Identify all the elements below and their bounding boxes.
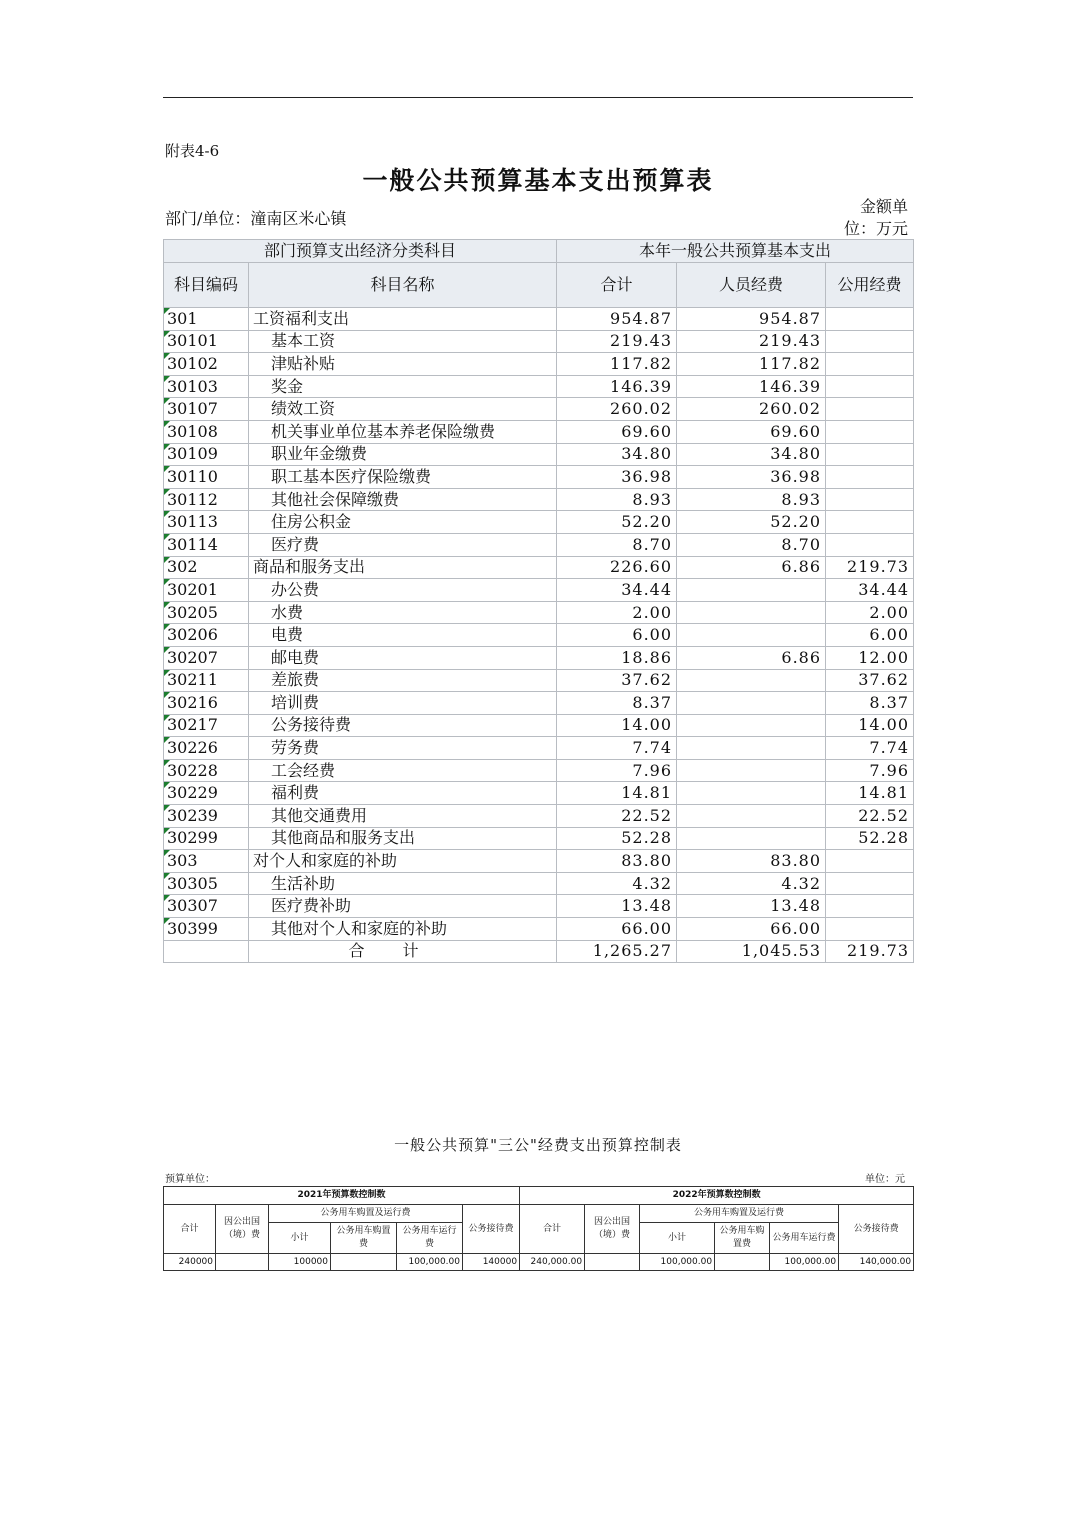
cell-marker-icon — [164, 331, 170, 337]
cell-marker-icon — [164, 850, 170, 856]
table-row — [164, 601, 914, 624]
table-row — [164, 624, 914, 647]
total-label: 合计 — [249, 940, 557, 963]
cell-2021-total: 240000 — [164, 1254, 216, 1271]
cell-total: 6.00 — [557, 624, 677, 647]
cell-personnel — [677, 579, 826, 602]
cell-personnel — [677, 782, 826, 805]
cell-code — [164, 895, 249, 918]
cell-marker-icon — [164, 398, 170, 404]
code-text: 30211 — [167, 670, 218, 690]
cell-personnel: 6.86 — [677, 646, 826, 669]
cell-code — [164, 511, 249, 534]
cell-marker-icon — [164, 534, 170, 540]
cell-total: 226.60 — [557, 556, 677, 579]
cell-marker-icon — [164, 918, 170, 924]
cell-total: 260.02 — [557, 398, 677, 421]
code-text: 30107 — [167, 399, 218, 419]
cell-name: 职工基本医疗保险缴费 — [249, 466, 557, 489]
cell-personnel — [677, 737, 826, 760]
cell-name: 对个人和家庭的补助 — [249, 850, 557, 873]
column-header-public: 公用经费 — [826, 263, 914, 308]
cell-code — [164, 782, 249, 805]
table-row — [164, 850, 914, 873]
cell-2022-purchase — [715, 1254, 770, 1271]
cell-name: 公务接待费 — [249, 714, 557, 737]
code-text: 302 — [167, 557, 198, 577]
table-group-header — [164, 240, 914, 263]
table-row — [164, 330, 914, 353]
cell-personnel: 4.32 — [677, 872, 826, 895]
code-text: 30228 — [167, 760, 218, 780]
header-2022-abroad: 因公出国（境）费 — [585, 1205, 640, 1254]
cell-code — [164, 353, 249, 376]
cell-name: 奖金 — [249, 375, 557, 398]
header-rule — [163, 97, 913, 98]
table-row — [164, 895, 914, 918]
code-text: 303 — [167, 851, 198, 871]
cell-code — [164, 601, 249, 624]
table-row — [164, 714, 914, 737]
table-row — [164, 1254, 914, 1271]
cell-name: 差旅费 — [249, 669, 557, 692]
header-2022-total: 合计 — [520, 1205, 585, 1254]
cell-name: 生活补助 — [249, 872, 557, 895]
table-row — [164, 782, 914, 805]
cell-marker-icon — [164, 624, 170, 630]
cell-total: 66.00 — [557, 918, 677, 941]
header-2021-abroad: 因公出国（境）费 — [216, 1205, 269, 1254]
cell-2021-subtotal: 100000 — [269, 1254, 331, 1271]
cell-name: 劳务费 — [249, 737, 557, 760]
cell-total: 83.80 — [557, 850, 677, 873]
code-text: 30299 — [167, 828, 218, 848]
cell-code — [164, 872, 249, 895]
cell-code — [164, 533, 249, 556]
three-public-table — [163, 1186, 914, 1271]
currency-unit-label: 单位：元 — [865, 1174, 905, 1185]
cell-marker-icon — [164, 692, 170, 698]
cell-marker-icon — [164, 376, 170, 382]
cell-code — [164, 398, 249, 421]
cell-marker-icon — [164, 421, 170, 427]
header-2021-vehicle: 公务用车购置及运行费 — [269, 1205, 463, 1223]
cell-total: 8.37 — [557, 692, 677, 715]
cell-marker-icon — [164, 557, 170, 563]
cell-name: 其他社会保障缴费 — [249, 488, 557, 511]
cell-name: 福利费 — [249, 782, 557, 805]
table-row — [164, 511, 914, 534]
cell-public — [826, 375, 914, 398]
cell-public: 219.73 — [826, 556, 914, 579]
header-2022-subtotal: 小计 — [640, 1223, 715, 1254]
header-2021-total: 合计 — [164, 1205, 216, 1254]
cell-code — [164, 308, 249, 331]
cell-public: 34.44 — [826, 579, 914, 602]
cell-public: 2.00 — [826, 601, 914, 624]
group-header-left: 部门预算支出经济分类科目 — [164, 240, 557, 263]
cell-code — [164, 624, 249, 647]
cell-marker-icon — [164, 511, 170, 517]
table-row — [164, 827, 914, 850]
header-2021-operation: 公务用车运行费 — [397, 1223, 463, 1254]
cell-public — [826, 850, 914, 873]
department-label: 部门/单位：潼南区米心镇 — [165, 209, 347, 228]
cell-code — [164, 669, 249, 692]
cell-total: 52.20 — [557, 511, 677, 534]
cell-public — [826, 353, 914, 376]
table-row — [164, 398, 914, 421]
table-row — [164, 533, 914, 556]
group-2021: 2021年预算数控制数 — [164, 1187, 520, 1205]
cell-2022-reception: 140,000.00 — [839, 1254, 914, 1271]
cell-name: 工会经费 — [249, 759, 557, 782]
cell-public: 8.37 — [826, 692, 914, 715]
code-text: 30226 — [167, 738, 218, 758]
cell-2021-abroad — [216, 1254, 269, 1271]
header-2021-purchase: 公务用车购置费 — [331, 1223, 397, 1254]
cell-name: 其他交通费用 — [249, 805, 557, 828]
cell-personnel — [677, 759, 826, 782]
cell-marker-icon — [164, 715, 170, 721]
total-public: 219.73 — [826, 940, 914, 963]
cell-total: 18.86 — [557, 646, 677, 669]
cell-total: 13.48 — [557, 895, 677, 918]
cell-name: 电费 — [249, 624, 557, 647]
group-2022: 2022年预算数控制数 — [520, 1187, 914, 1205]
cell-code — [164, 850, 249, 873]
cell-personnel: 36.98 — [677, 466, 826, 489]
cell-code — [164, 579, 249, 602]
cell-public — [826, 420, 914, 443]
cell-public: 14.81 — [826, 782, 914, 805]
cell-code — [164, 488, 249, 511]
code-text: 30102 — [167, 353, 218, 373]
cell-name: 机关事业单位基本养老保险缴费 — [249, 420, 557, 443]
cell-total: 117.82 — [557, 353, 677, 376]
cell-public — [826, 872, 914, 895]
cell-code — [164, 330, 249, 353]
cell-personnel — [677, 601, 826, 624]
cell-personnel: 8.93 — [677, 488, 826, 511]
cell-name: 其他对个人和家庭的补助 — [249, 918, 557, 941]
cell-personnel: 34.80 — [677, 443, 826, 466]
cell-personnel: 69.60 — [677, 420, 826, 443]
cell-marker-icon — [164, 782, 170, 788]
cell-total: 14.81 — [557, 782, 677, 805]
cell-public: 12.00 — [826, 646, 914, 669]
cell-total: 2.00 — [557, 601, 677, 624]
cell-code — [164, 737, 249, 760]
cell-2022-operation: 100,000.00 — [770, 1254, 839, 1271]
table-row — [164, 420, 914, 443]
code-text: 30239 — [167, 805, 218, 825]
cell-marker-icon — [164, 579, 170, 585]
cell-total: 8.93 — [557, 488, 677, 511]
header-2021-reception: 公务接待费 — [463, 1205, 520, 1254]
cell-name: 津贴补贴 — [249, 353, 557, 376]
cell-personnel: 146.39 — [677, 375, 826, 398]
cell-personnel — [677, 669, 826, 692]
cell-marker-icon — [164, 353, 170, 359]
code-text: 30399 — [167, 918, 218, 938]
cell-marker-icon — [164, 895, 170, 901]
cell-total: 146.39 — [557, 375, 677, 398]
header-2022-reception: 公务接待费 — [839, 1205, 914, 1254]
column-header-total: 合计 — [557, 263, 677, 308]
cell-marker-icon — [164, 737, 170, 743]
header-2021-subtotal: 小计 — [269, 1223, 331, 1254]
code-text: 30109 — [167, 444, 218, 464]
cell-marker-icon — [164, 444, 170, 450]
cell-personnel: 260.02 — [677, 398, 826, 421]
cell-personnel: 117.82 — [677, 353, 826, 376]
header-2022-operation: 公务用车运行费 — [770, 1223, 839, 1254]
table-column-header — [164, 263, 914, 308]
cell-name: 住房公积金 — [249, 511, 557, 534]
cell-total: 37.62 — [557, 669, 677, 692]
total-sum: 1,265.27 — [557, 940, 677, 963]
header-2022-vehicle: 公务用车购置及运行费 — [640, 1205, 839, 1223]
cell-public — [826, 511, 914, 534]
cell-name: 其他商品和服务支出 — [249, 827, 557, 850]
code-text: 30205 — [167, 602, 218, 622]
cell-2022-subtotal: 100,000.00 — [640, 1254, 715, 1271]
column-header-personnel: 人员经费 — [677, 263, 826, 308]
cell-marker-icon — [164, 805, 170, 811]
cell-code — [164, 466, 249, 489]
cell-public — [826, 443, 914, 466]
table-row — [164, 556, 914, 579]
cell-code — [164, 556, 249, 579]
cell-personnel: 66.00 — [677, 918, 826, 941]
code-text: 30108 — [167, 421, 218, 441]
cell-name: 医疗费 — [249, 533, 557, 556]
table-row — [164, 669, 914, 692]
group-header-right: 本年一般公共预算基本支出 — [557, 240, 914, 263]
cell-name: 邮电费 — [249, 646, 557, 669]
cell-marker-icon — [164, 873, 170, 879]
table-row — [164, 466, 914, 489]
cell-2021-operation: 100,000.00 — [397, 1254, 463, 1271]
table-row — [164, 737, 914, 760]
cell-total: 34.44 — [557, 579, 677, 602]
cell-total: 22.52 — [557, 805, 677, 828]
annex-label: 附表4-6 — [165, 142, 220, 160]
cell-public: 22.52 — [826, 805, 914, 828]
table-row — [164, 646, 914, 669]
code-text: 30307 — [167, 896, 218, 916]
code-text: 30103 — [167, 376, 218, 396]
table-row — [164, 375, 914, 398]
cell-personnel: 83.80 — [677, 850, 826, 873]
cell-2021-purchase — [331, 1254, 397, 1271]
table-row — [164, 488, 914, 511]
cell-marker-icon — [164, 670, 170, 676]
code-text: 30112 — [167, 489, 218, 509]
cell-public — [826, 918, 914, 941]
cell-public: 37.62 — [826, 669, 914, 692]
cell-personnel: 6.86 — [677, 556, 826, 579]
cell-code — [164, 375, 249, 398]
cell-personnel — [677, 624, 826, 647]
code-text: 30101 — [167, 331, 218, 351]
cell-total: 8.70 — [557, 533, 677, 556]
table-row — [164, 759, 914, 782]
cell-personnel: 52.20 — [677, 511, 826, 534]
cell-personnel — [677, 714, 826, 737]
table-row — [164, 692, 914, 715]
code-text: 301 — [167, 308, 198, 328]
cell-public — [826, 398, 914, 421]
cell-2021-reception: 140000 — [463, 1254, 520, 1271]
code-text: 30207 — [167, 647, 218, 667]
cell-total: 219.43 — [557, 330, 677, 353]
cell-2022-abroad — [585, 1254, 640, 1271]
total-personnel: 1,045.53 — [677, 940, 826, 963]
table-row — [164, 918, 914, 941]
cell-public — [826, 488, 914, 511]
cell-personnel — [677, 805, 826, 828]
cell-marker-icon — [164, 466, 170, 472]
cell-name: 培训费 — [249, 692, 557, 715]
cell-name: 基本工资 — [249, 330, 557, 353]
code-text: 30305 — [167, 873, 218, 893]
cell-name: 工资福利支出 — [249, 308, 557, 331]
cell-public: 7.74 — [826, 737, 914, 760]
code-text: 30206 — [167, 625, 218, 645]
cell-personnel — [677, 827, 826, 850]
code-text: 30229 — [167, 783, 218, 803]
cell-marker-icon — [164, 828, 170, 834]
cell-name: 水费 — [249, 601, 557, 624]
cell-name: 医疗费补助 — [249, 895, 557, 918]
cell-personnel: 13.48 — [677, 895, 826, 918]
cell-name: 职业年金缴费 — [249, 443, 557, 466]
cell-name: 商品和服务支出 — [249, 556, 557, 579]
cell-public: 14.00 — [826, 714, 914, 737]
table-row — [164, 443, 914, 466]
cell-code — [164, 443, 249, 466]
three-public-title: 一般公共预算"三公"经费支出预算控制表 — [394, 1136, 682, 1154]
cell-marker-icon — [164, 647, 170, 653]
cell-public: 52.28 — [826, 827, 914, 850]
cell-2022-total: 240,000.00 — [520, 1254, 585, 1271]
cell-marker-icon — [164, 308, 170, 314]
table-row — [164, 805, 914, 828]
cell-total: 14.00 — [557, 714, 677, 737]
cell-marker-icon — [164, 489, 170, 495]
budget-unit-label: 预算单位： — [165, 1174, 215, 1185]
cell-public — [826, 895, 914, 918]
column-header-name: 科目名称 — [249, 263, 557, 308]
cell-code — [164, 714, 249, 737]
table-row — [164, 579, 914, 602]
code-text: 30113 — [167, 512, 218, 532]
cell-total: 69.60 — [557, 420, 677, 443]
cell-personnel: 954.87 — [677, 308, 826, 331]
cell-personnel: 219.43 — [677, 330, 826, 353]
cell-personnel — [677, 692, 826, 715]
cell-code — [164, 805, 249, 828]
cell-personnel: 8.70 — [677, 533, 826, 556]
cell-code — [164, 918, 249, 941]
cell-name: 办公费 — [249, 579, 557, 602]
table-row — [164, 872, 914, 895]
column-header-code: 科目编码 — [164, 263, 249, 308]
basic-expenditure-table — [163, 239, 914, 963]
cell-total: 34.80 — [557, 443, 677, 466]
cell-public — [826, 330, 914, 353]
cell-public — [826, 466, 914, 489]
cell-total: 7.74 — [557, 737, 677, 760]
cell-code — [164, 646, 249, 669]
code-text: 30217 — [167, 715, 218, 735]
cell-total: 52.28 — [557, 827, 677, 850]
cell-total: 36.98 — [557, 466, 677, 489]
cell-public — [826, 308, 914, 331]
code-text: 30114 — [167, 534, 218, 554]
cell-public — [826, 533, 914, 556]
header-2022-purchase: 公务用车购置费 — [715, 1223, 770, 1254]
cell-name: 绩效工资 — [249, 398, 557, 421]
page-title: 一般公共预算基本支出预算表 — [362, 166, 714, 195]
cell-public: 7.96 — [826, 759, 914, 782]
unit-label: 金额单位：万元 — [843, 197, 908, 238]
cell-total: 7.96 — [557, 759, 677, 782]
cell-total: 954.87 — [557, 308, 677, 331]
cell-public: 6.00 — [826, 624, 914, 647]
code-text: 30110 — [167, 466, 218, 486]
code-text: 30201 — [167, 579, 218, 599]
cell-marker-icon — [164, 602, 170, 608]
cell-marker-icon — [164, 760, 170, 766]
cell-code — [164, 827, 249, 850]
cell-code — [164, 692, 249, 715]
table-row — [164, 353, 914, 376]
table-row — [164, 308, 914, 331]
cell-code — [164, 420, 249, 443]
cell-code — [164, 759, 249, 782]
total-row — [164, 940, 914, 963]
cell-total: 4.32 — [557, 872, 677, 895]
code-text: 30216 — [167, 692, 218, 712]
cell-blank — [164, 940, 249, 963]
